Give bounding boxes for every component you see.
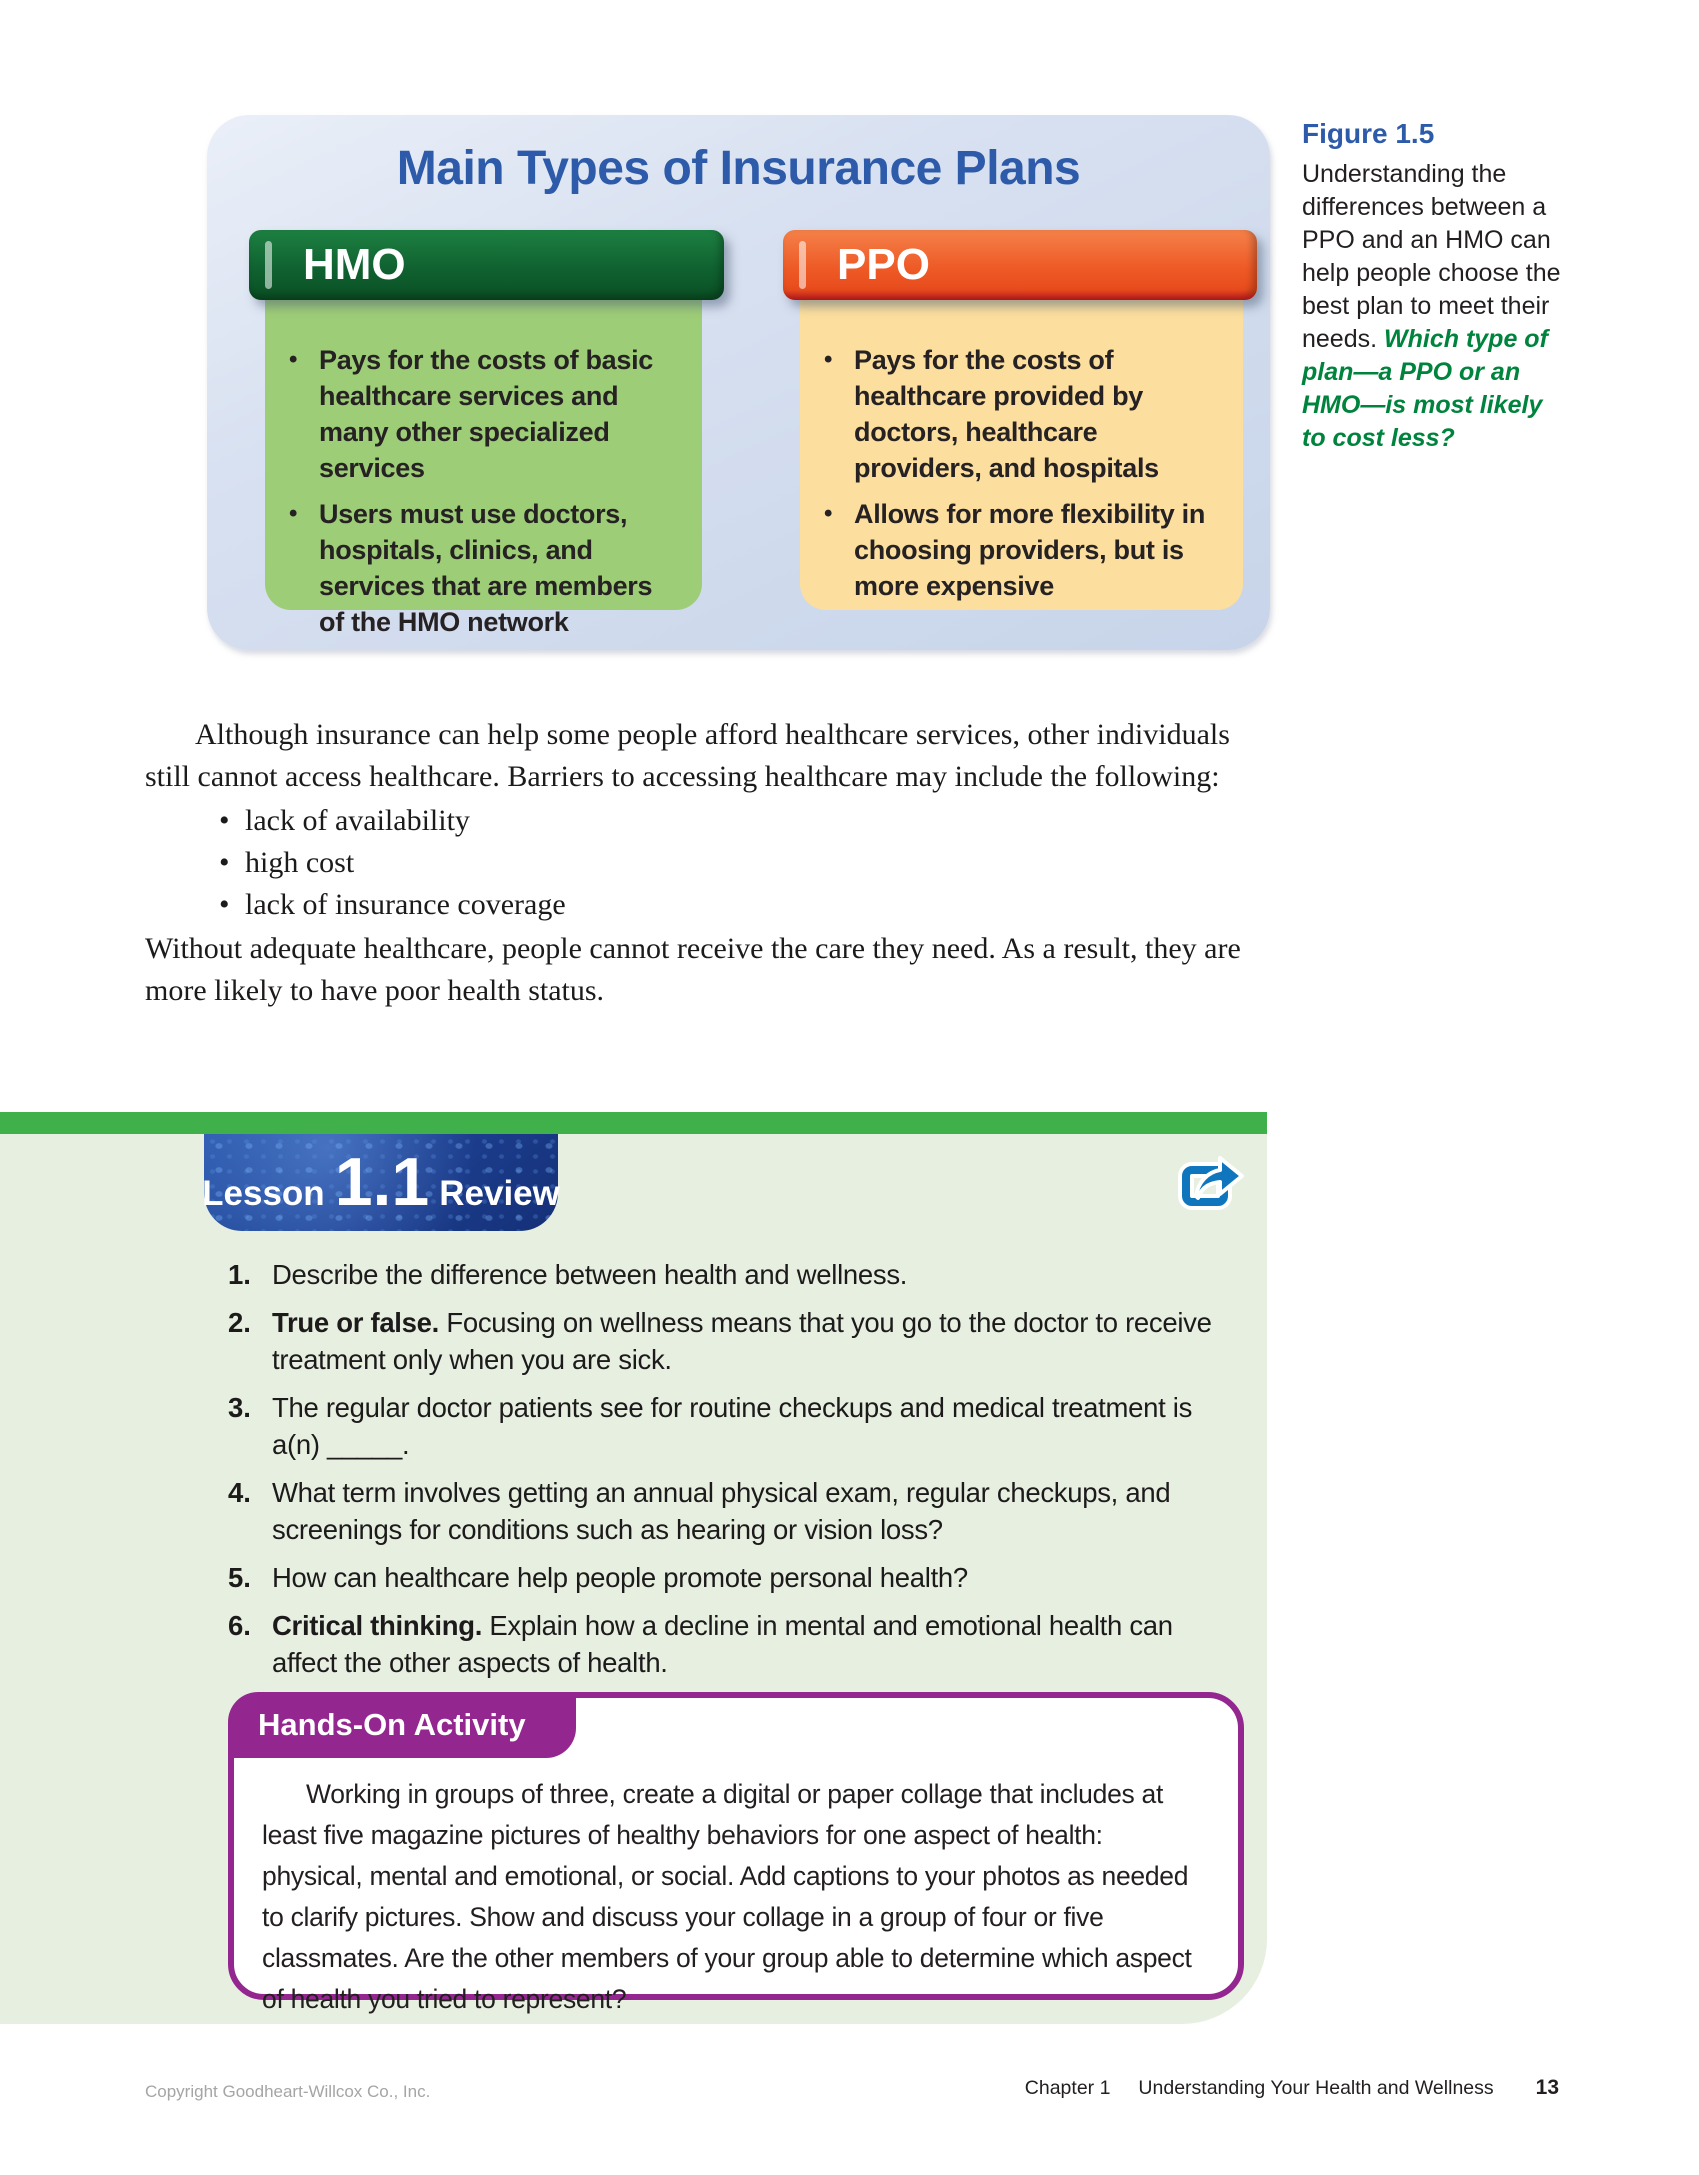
review-question: 4. What term involves getting an annual physical exam, regular checkups, and screenings for conditions such as hearing or vision loss? [228, 1477, 1171, 1545]
footer-copyright: Copyright Goodheart-Willcox Co., Inc. [145, 2082, 431, 2101]
hmo-accent-stripe [265, 241, 272, 289]
question-text: What term involves getting an annual physical exam, regular checkups, and screenings for conditions such as hearing or vision loss? [272, 1477, 1171, 1545]
ppo-header [783, 230, 1257, 300]
question-text: The regular doctor patients see for routine checkups and medical treatment is a(n) _____. [272, 1392, 1193, 1460]
hands-on-activity-text: Working in groups of three, create a digital or paper collage that includes at least five magazine pictures of healthy behaviors for one aspect of health: physical, mental and emotional, or social. Add captions to your photos as needed to clarify pictures. Show and discuss your collage in a group of four or five classmates. Are the other members of your group able to determine which aspect of health you tried to represent? [262, 1779, 1192, 2014]
hmo-header [249, 230, 724, 300]
review-question: 1. Describe the difference between health and wellness. [228, 1259, 908, 1290]
ppo-bullet: • Pays for the costs of healthcare provided by doctors, healthcare providers, and hospitals [854, 342, 1223, 486]
figure-caption-text [1302, 158, 1570, 455]
lesson-review-panel [0, 1134, 1267, 2024]
question-lead: True or false. [272, 1307, 439, 1338]
section-divider-bar [0, 1112, 1267, 1134]
review-question: 3. The regular doctor patients see for routine checkups and medical treatment is a(n) _____. [228, 1392, 1193, 1460]
hmo-label: HMO [303, 240, 406, 289]
review-question: 6. Critical thinking. Explain how a decline in mental and emotional health can affect the other aspects of health. [228, 1610, 1173, 1678]
figure-caption-description: Understanding the differences between a PPO and an HMO can help people choose the best plan to meet their needs. [1302, 160, 1561, 353]
badge-lesson-number: 1.1 [334, 1144, 430, 1220]
ppo-bullet: • Allows for more flexibility in choosing providers, but is more expensive [854, 496, 1223, 604]
ppo-label: PPO [837, 240, 930, 289]
footer-chapter-title: Understanding Your Health and Wellness [1138, 2077, 1494, 2099]
figure-caption-question: Which type of plan—a PPO or an HMO—is most likely to cost less? [1302, 325, 1548, 452]
barrier-item: • lack of insurance coverage [213, 884, 1267, 926]
question-text: Focusing on wellness means that you go to the doctor to receive treatment only when you are sick. [272, 1307, 1212, 1375]
review-questions [228, 1256, 1238, 1692]
badge-lesson-word: Lesson [202, 1174, 325, 1213]
hmo-bullet: • Users must use doctors, hospitals, clinics, and services that are members of the HMO network [319, 496, 682, 640]
hands-on-activity-box [228, 1692, 1244, 2014]
figure-caption [1302, 118, 1570, 455]
figure-title: Main Types of Insurance Plans [396, 142, 1081, 195]
question-text: Describe the difference between health and wellness. [272, 1259, 908, 1290]
ppo-accent-stripe [799, 241, 806, 289]
lesson-review-badge [204, 1134, 558, 1231]
barrier-item: • high cost [213, 842, 1267, 884]
share-icon[interactable] [1178, 1152, 1248, 1216]
badge-review-word: Review [439, 1174, 560, 1213]
review-question: 2. True or false. Focusing on wellness means that you go to the doctor to receive treatment only when you are sick. [228, 1307, 1212, 1375]
question-lead: Critical thinking. [272, 1610, 483, 1641]
review-question: 5. How can healthcare help people promote personal health? [228, 1562, 968, 1593]
footer-chapter: Chapter 1 [1024, 2077, 1111, 2099]
question-text: How can healthcare help people promote personal health? [272, 1562, 968, 1593]
ppo-details-box [800, 270, 1243, 610]
body-paragraph: Although insurance can help some people afford healthcare services, other individuals still cannot access healthcare. Barriers to accessing healthcare may include the following: [145, 718, 1230, 793]
barriers-list [213, 800, 1267, 926]
hands-on-activity-tab: Hands-On Activity [228, 1692, 576, 1758]
hmo-details-box [265, 270, 702, 637]
hmo-bullet: • Pays for the costs of basic healthcare services and many other specialized services [319, 342, 682, 486]
footer-running-head [1025, 2076, 1559, 2100]
footer-page-number: 13 [1535, 2076, 1559, 2099]
figure-caption-label: Figure 1.5 [1302, 118, 1435, 149]
question-text: Explain how a decline in mental and emotional health can affect the other aspects of health. [272, 1610, 1173, 1678]
body-paragraph: Without adequate healthcare, people cannot receive the care they need. As a result, they are more likely to have poor health status. [145, 932, 1241, 1007]
body-text [145, 714, 1267, 1012]
barrier-item: • lack of availability [213, 800, 1267, 842]
insurance-plans-figure [207, 115, 1270, 650]
